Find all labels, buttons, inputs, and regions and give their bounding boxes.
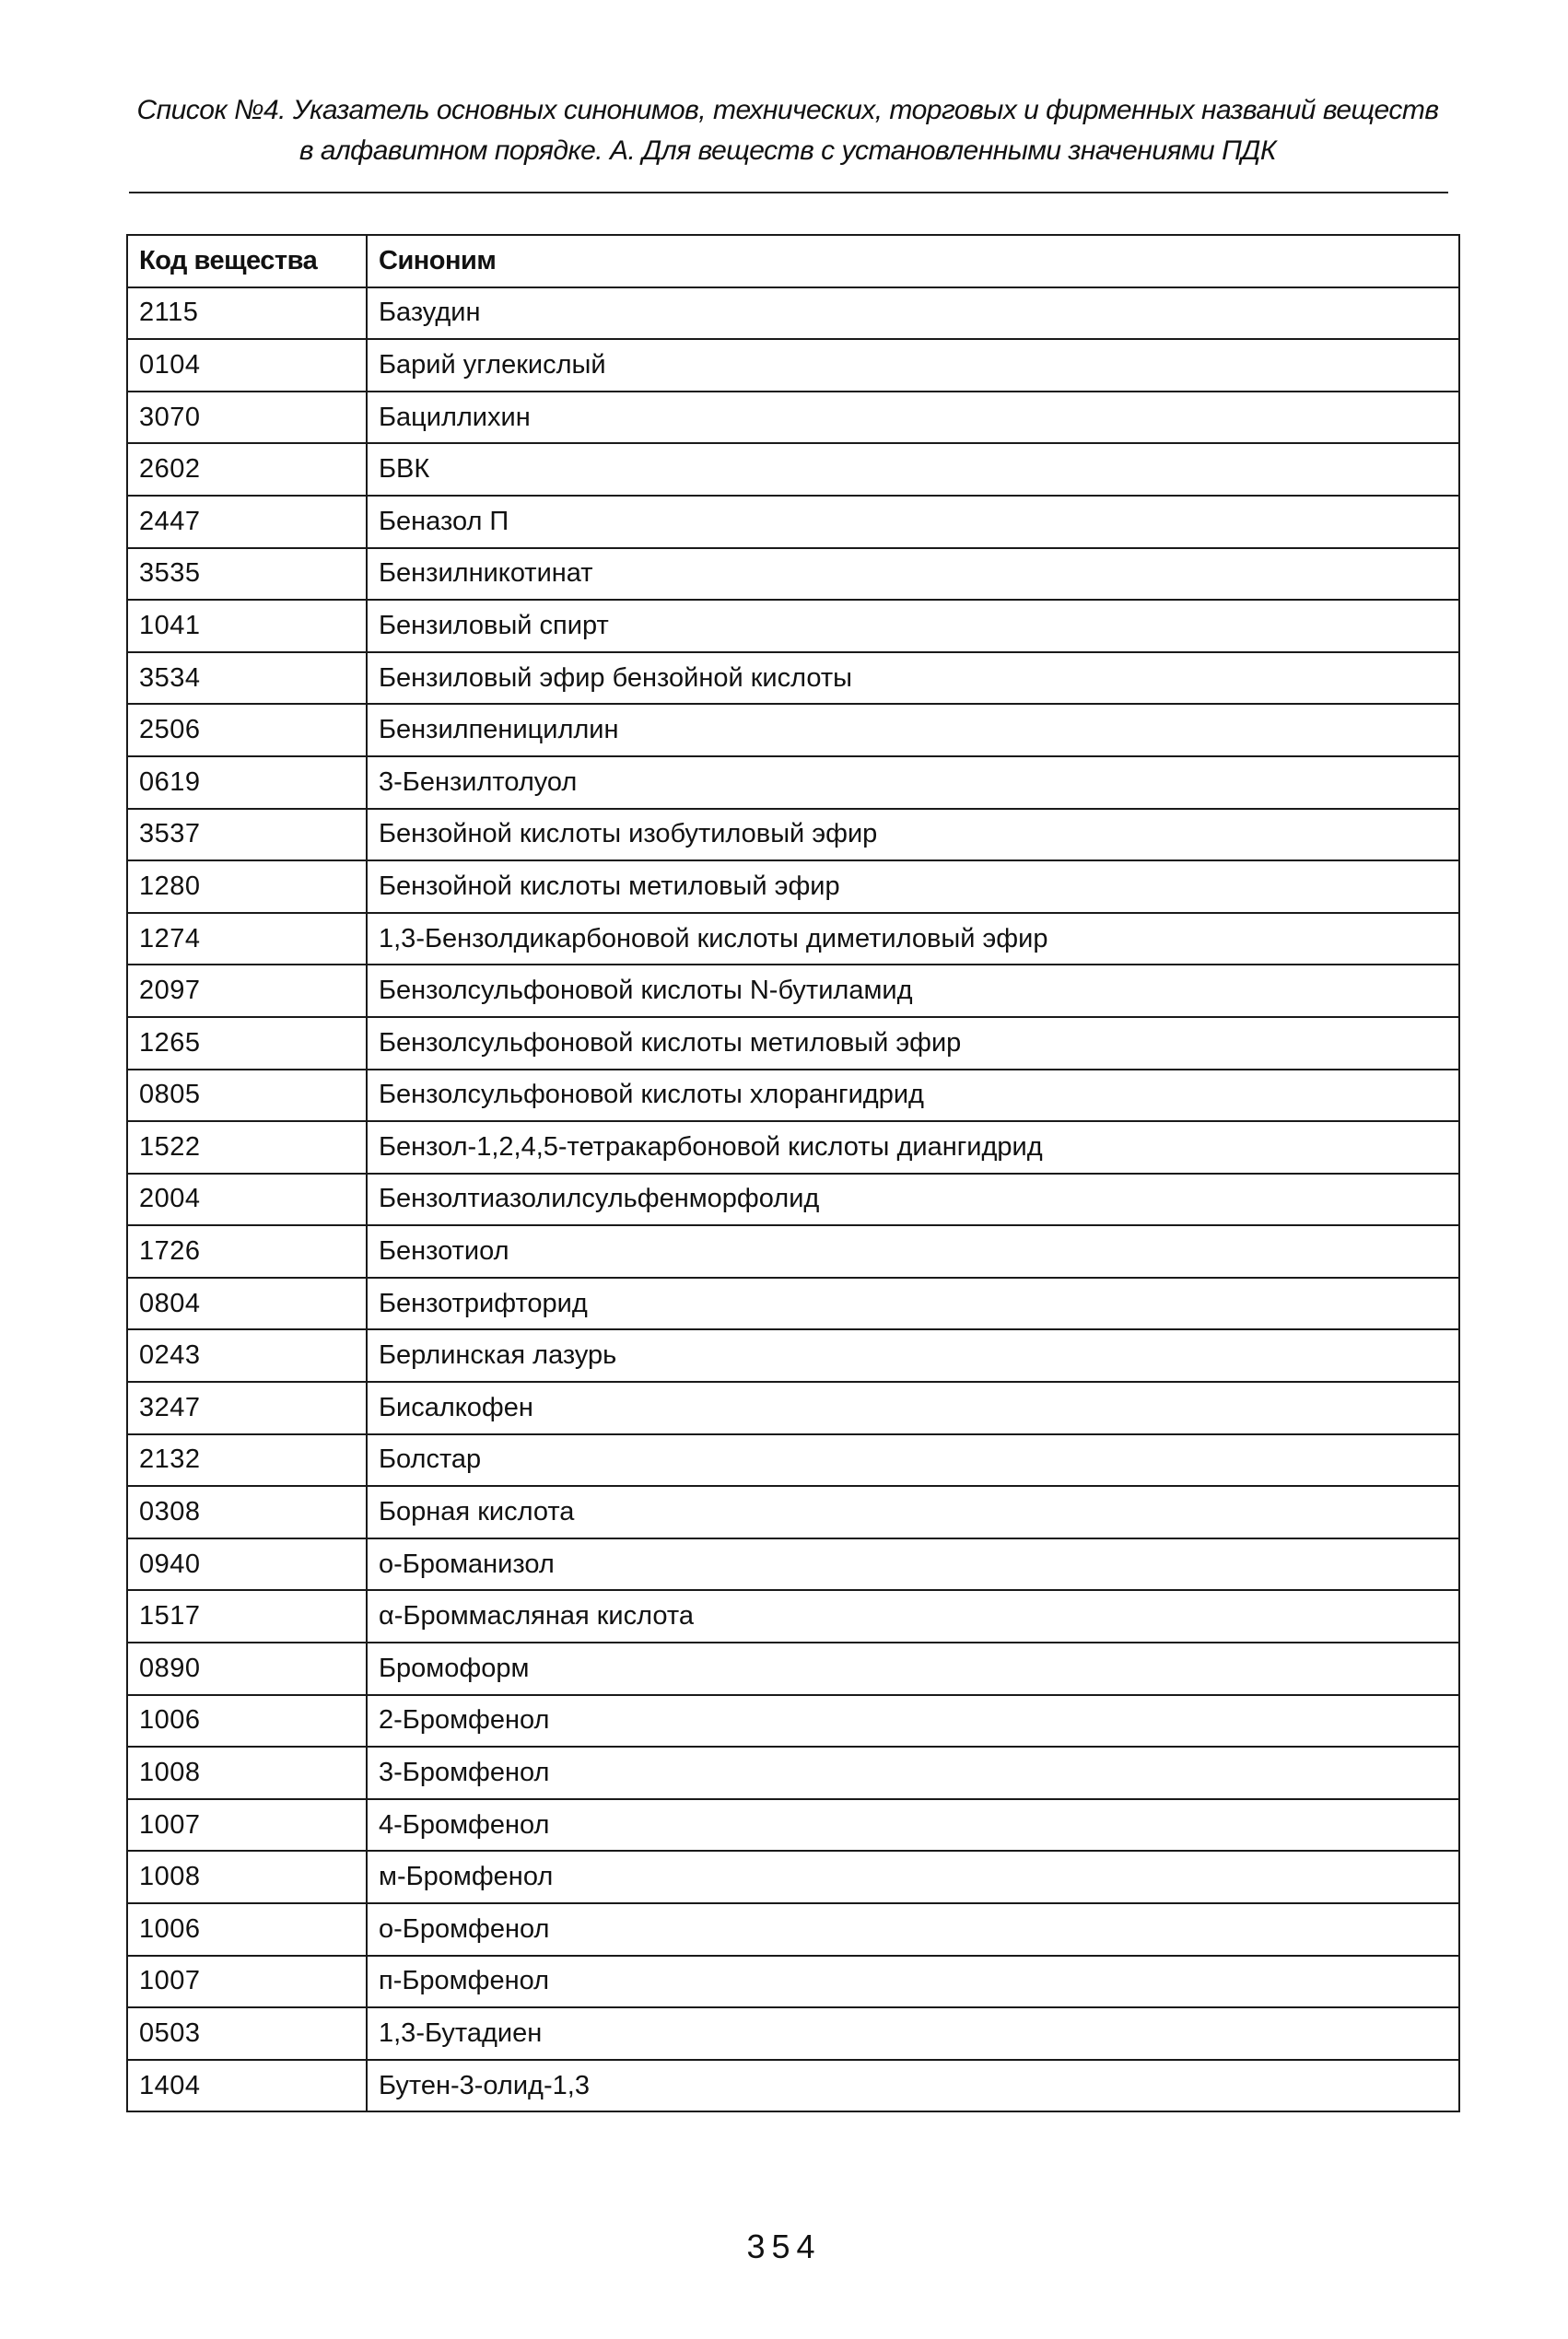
synonym-cell: Бензотиол [367,1225,1459,1278]
substance-code-cell: 1265 [127,1017,367,1070]
table-row [127,1070,1459,1122]
synonym-cell: о-Броманизол [367,1538,1459,1591]
synonym-cell: Беназол П [367,496,1459,548]
table-row [127,1278,1459,1330]
synonym-cell: 1,3-Бензолдикарбоновой кислоты диметиловый эфир [367,913,1459,965]
substance-code-cell: 1404 [127,2060,367,2112]
table-row [127,1956,1459,2008]
table-row [127,652,1459,705]
substance-code-cell: 0890 [127,1643,367,1695]
synonym-cell: Берлинская лазурь [367,1329,1459,1382]
substance-code-cell: 1517 [127,1590,367,1643]
synonym-cell: Бензойной кислоты изобутиловый эфир [367,809,1459,861]
table-row [127,809,1459,861]
substance-code-cell: 2132 [127,1434,367,1487]
synonym-cell: Бензолсульфоновой кислоты хлорангидрид [367,1070,1459,1122]
synonym-cell: Бензилпенициллин [367,704,1459,756]
table-row [127,339,1459,392]
table-row [127,704,1459,756]
substance-code-cell: 3535 [127,548,367,601]
table-row [127,1174,1459,1226]
substance-code-cell: 1008 [127,1747,367,1799]
page-header [129,90,1446,171]
substance-code-cell: 2115 [127,287,367,340]
table-row [127,1121,1459,1174]
substance-code-cell: 0804 [127,1278,367,1330]
synonym-cell: 2-Бромфенол [367,1695,1459,1748]
substance-code-cell: 0619 [127,756,367,809]
table-row [127,1329,1459,1382]
table-row [127,1225,1459,1278]
synonym-cell: Бензойной кислоты метиловый эфир [367,860,1459,913]
substance-code-cell: 0503 [127,2007,367,2060]
synonym-table [126,234,1460,2112]
substance-code-cell: 1041 [127,600,367,652]
table-row [127,1851,1459,1903]
table-row [127,913,1459,965]
table-row [127,1747,1459,1799]
table-row [127,1799,1459,1852]
substance-code-cell: 2602 [127,443,367,496]
table-body [127,287,1459,2112]
synonym-cell: Бензиловый эфир бензойной кислоты [367,652,1459,705]
substance-code-cell: 2004 [127,1174,367,1226]
table-row [127,1538,1459,1591]
substance-code-cell: 1006 [127,1903,367,1956]
synonym-cell: Бензолсульфоновой кислоты метиловый эфир [367,1017,1459,1070]
substance-code-cell: 1008 [127,1851,367,1903]
synonym-cell: Базудин [367,287,1459,340]
synonym-cell: 3-Бромфенол [367,1747,1459,1799]
synonym-cell: Бациллихин [367,392,1459,444]
substance-code-cell: 2506 [127,704,367,756]
table-row [127,1695,1459,1748]
column-header-synonym: Синоним [367,235,1459,287]
substance-code-cell: 0940 [127,1538,367,1591]
synonym-cell: Борная кислота [367,1486,1459,1538]
table-row [127,965,1459,1017]
substance-code-cell: 1274 [127,913,367,965]
synonym-cell: Бензолтиазолилсульфенморфолид [367,1174,1459,1226]
synonym-cell: о-Бромфенол [367,1903,1459,1956]
substance-code-cell: 1522 [127,1121,367,1174]
substance-code-cell: 2097 [127,965,367,1017]
table-row [127,1903,1459,1956]
synonym-cell: 3-Бензилтолуол [367,756,1459,809]
table-row [127,1017,1459,1070]
substance-code-cell: 1726 [127,1225,367,1278]
synonym-cell: Болстар [367,1434,1459,1487]
substance-code-cell: 3247 [127,1382,367,1434]
synonym-cell: Бензотрифторид [367,1278,1459,1330]
synonym-cell: м-Бромфенол [367,1851,1459,1903]
substance-code-cell: 1007 [127,1956,367,2008]
substance-code-cell: 3534 [127,652,367,705]
table-row [127,756,1459,809]
synonym-cell: п-Бромфенол [367,1956,1459,2008]
table-row [127,600,1459,652]
synonym-cell: 1,3-Бутадиен [367,2007,1459,2060]
synonym-cell: Барий углекислый [367,339,1459,392]
table-row [127,1434,1459,1487]
synonym-cell: Бисалкофен [367,1382,1459,1434]
substance-code-cell: 1006 [127,1695,367,1748]
column-header-code: Код вещества [127,235,367,287]
table-row [127,2007,1459,2060]
synonym-cell: Бутен-3-олид-1,3 [367,2060,1459,2112]
substance-code-cell: 3537 [127,809,367,861]
substance-code-cell: 0243 [127,1329,367,1382]
synonym-cell: Бензол-1,2,4,5-тетракарбоновой кислоты диангидрид [367,1121,1459,1174]
header-line-2: в алфавитном порядке. А. Для веществ с установленными значениями ПДК [298,135,1277,166]
substance-code-cell: 0104 [127,339,367,392]
substance-code-cell: 3070 [127,392,367,444]
substance-code-cell: 1007 [127,1799,367,1852]
substance-code-cell: 2447 [127,496,367,548]
synonym-cell: Бромоформ [367,1643,1459,1695]
substance-code-cell: 0308 [127,1486,367,1538]
synonym-cell: α-Броммасляная кислота [367,1590,1459,1643]
synonym-cell: Бензилникотинат [367,548,1459,601]
table-row [127,496,1459,548]
synonym-cell: 4-Бромфенол [367,1799,1459,1852]
table-row [127,443,1459,496]
table-header-row [127,235,1459,287]
synonym-table-container [126,234,1458,2112]
table-row [127,1382,1459,1434]
synonym-cell: Бензиловый спирт [367,600,1459,652]
table-row [127,860,1459,913]
table-row [127,287,1459,340]
header-line-1: Список №4. Указатель основных синонимов, технических, торговых и фирменных названий веществ [136,95,1439,125]
table-row [127,392,1459,444]
synonym-cell: Бензолсульфоновой кислоты N-бутиламид [367,965,1459,1017]
substance-code-cell: 1280 [127,860,367,913]
table-row [127,1590,1459,1643]
page-number: 354 [746,2228,822,2265]
table-row [127,2060,1459,2112]
table-row [127,548,1459,601]
synonym-cell: БВК [367,443,1459,496]
table-row [127,1643,1459,1695]
substance-code-cell: 0805 [127,1070,367,1122]
header-divider [129,192,1448,193]
table-row [127,1486,1459,1538]
